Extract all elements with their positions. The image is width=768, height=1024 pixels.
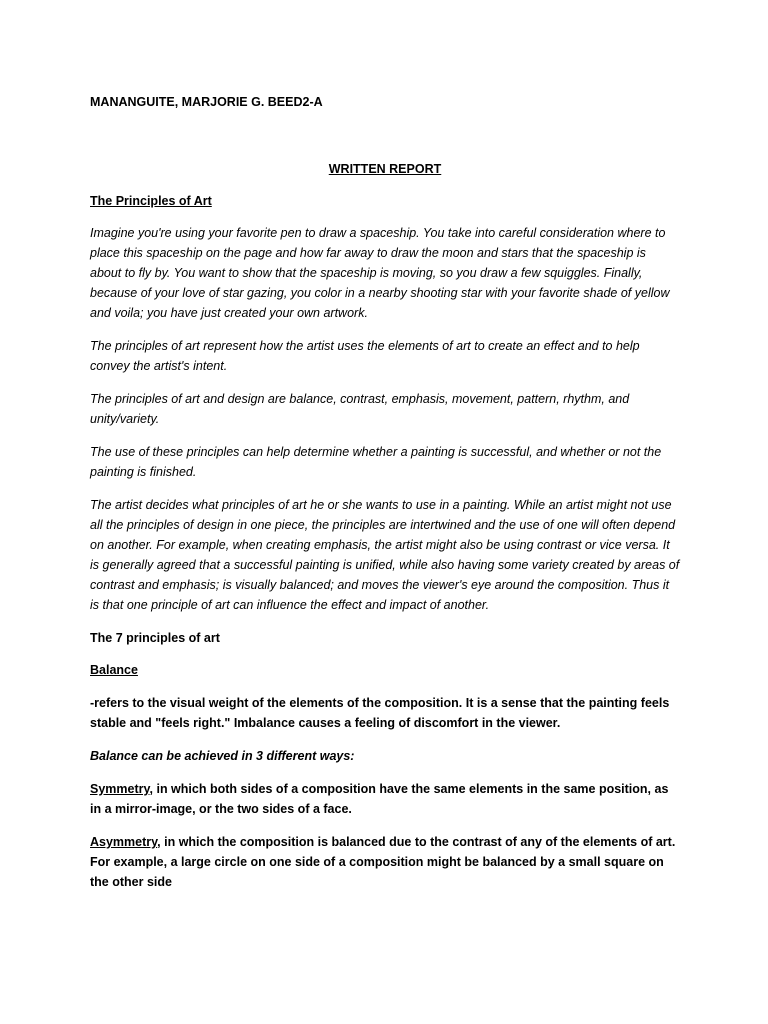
balance-heading: Balance xyxy=(90,663,138,677)
symmetry-paragraph xyxy=(90,779,680,819)
paragraph-principles-use: The use of these principles can help determine whether a painting is successful, and whether or not the painting is finished. xyxy=(90,445,662,479)
asymmetry-term: Asymmetry xyxy=(90,835,158,849)
report-title: WRITTEN REPORT xyxy=(328,162,442,176)
seven-principles-heading: The 7 principles of art xyxy=(90,631,220,645)
paragraph-principles-definition: The principles of art represent how the artist uses the elements of art to create an effect and to help convey the artist's intent. xyxy=(90,339,640,373)
paragraph-principles-list: The principles of art and design are balance, contrast, emphasis, movement, pattern, rhythm, and unity/variety. xyxy=(90,392,630,426)
document-content xyxy=(90,92,680,905)
symmetry-text: , in which both sides of a composition have the same elements in the same position, as in a mirror-image, or the two sides of a face. xyxy=(90,782,669,816)
asymmetry-text: , in which the composition is balanced due to the contrast of any of the elements of art. For example, a large circle on one side of a composition might be balanced by a small square on the other side xyxy=(90,835,676,889)
author-line: MANANGUITE, MARJORIE G. BEED2-A xyxy=(90,95,323,109)
intro-paragraph: Imagine you're using your favorite pen to draw a spaceship. You take into careful consideration where to place this spaceship on the page and how far away to draw the moon and stars that the spaceship is about to fly by. You want to show that the spaceship is moving, so you draw a few squiggles. Finally, because of your love of star gazing, you color in a nearby shooting star with your favorite shade of yellow and voila; you have just created your own artwork. xyxy=(90,226,670,320)
paragraph-artist-decides: The artist decides what principles of art he or she wants to use in a painting. While an artist might not use all the principles of design in one piece, the principles are intertwined and the use of one will often depend on another. For example, when creating emphasis, the artist might also be using contrast or vice versa. It is generally agreed that a successful painting is unified, while also having some variety created by areas of contrast and emphasis; is visually balanced; and moves the viewer's eye around the composition. Thus it is that one principle of art can influence the effect and impact of another. xyxy=(90,498,680,612)
balance-ways-heading: Balance can be achieved in 3 different ways: xyxy=(90,749,355,763)
asymmetry-paragraph xyxy=(90,832,680,892)
symmetry-term: Symmetry xyxy=(90,782,150,796)
balance-definition: -refers to the visual weight of the elements of the composition. It is a sense that the painting feels stable and "feels right." Imbalance causes a feeling of discomfort in the viewer. xyxy=(90,696,670,730)
section-title: The Principles of Art xyxy=(90,194,212,208)
